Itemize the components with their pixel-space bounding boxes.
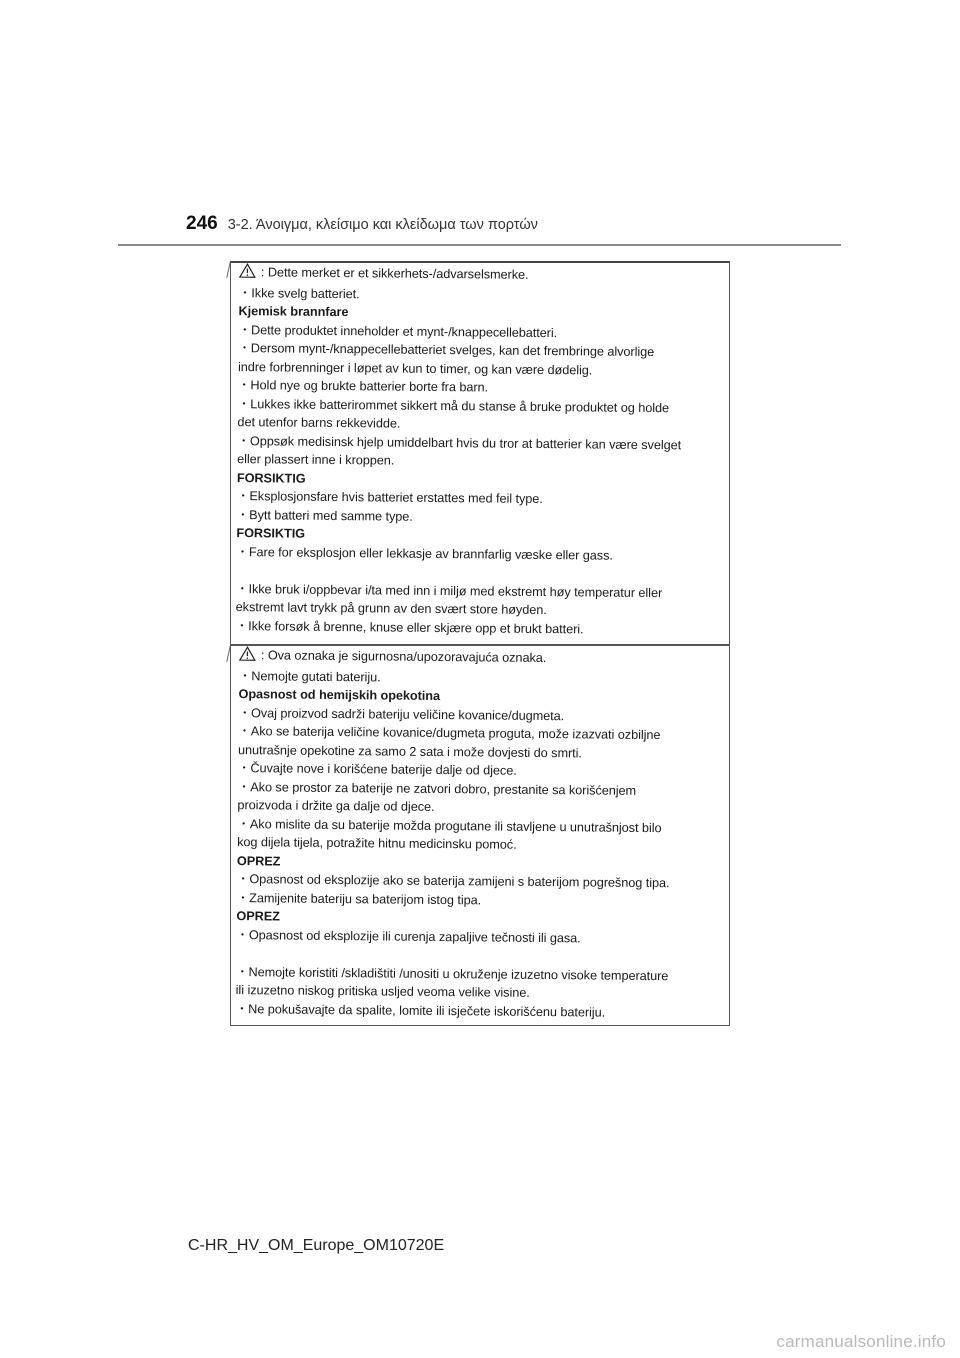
line-text: eller plassert inne i kroppen. bbox=[237, 452, 395, 468]
line-text: ・Eksplosjonsfare hvis batteriet erstattes med feil type. bbox=[236, 489, 543, 507]
line-text: ・Nemojte gutati bateriju. bbox=[238, 668, 381, 684]
line-text: ・Dersom mynt-/knappecellebatteriet svelges, kan det frembringe alvorlige bbox=[238, 341, 655, 360]
line-text: det utenfor barns rekkevidde. bbox=[237, 415, 401, 431]
line-text: ili izuzetno niskog pritiska usljed veoma velike visine. bbox=[235, 983, 530, 1000]
norwegian-warning-box bbox=[230, 261, 730, 645]
line-text: : Dette merket er et sikkerhets-/advarselsmerke. bbox=[260, 265, 529, 282]
warning-line bbox=[235, 617, 725, 640]
warning-triangle-icon bbox=[239, 263, 256, 284]
line-text: ・Ne pokušavajte da spalite, lomite ili isječete iskorišćenu bateriju. bbox=[235, 1001, 606, 1020]
section-title: 3-2. Άνοιγμα, κλείσιμο και κλείδωμα των πορτών bbox=[227, 217, 538, 233]
line-text: OPREZ bbox=[236, 853, 281, 868]
line-text: ・Ikke bruk i/oppbevar i/ta med inn i miljø med ekstremt høy temperatur eller bbox=[235, 581, 663, 600]
line-text: ・Nemojte koristiti /skladištiti /unositi u okruženje izuzetno visoke temperature bbox=[235, 964, 669, 983]
line-text: ・Čuvajte nove i korišćene baterije dalje od djece. bbox=[237, 761, 517, 778]
warning-triangle-icon bbox=[239, 646, 256, 667]
line-text: OPREZ bbox=[236, 909, 280, 924]
line-text: ekstremt lavt trykk på grunn av den svært store høyden. bbox=[235, 600, 547, 618]
line-text: ・Zamijenite bateriju sa baterijom istog tipa. bbox=[236, 890, 482, 907]
line-text: indre forbrenninger i løpet av kun to timer, og kan være dødelig. bbox=[237, 359, 593, 377]
page-number: 246 bbox=[186, 213, 218, 234]
line-text: Kjemisk brannfare bbox=[238, 304, 349, 320]
line-text: ・Ikke forsøk å brenne, knuse eller skjære opp et brukt batteri. bbox=[235, 618, 584, 636]
line-text: kog dijela tijela, potražite hitnu medicinsku pomoć. bbox=[237, 835, 517, 852]
line-text: ・Ako se baterija veličine kovanice/dugmeta proguta, može izazvati ozbiljne bbox=[238, 724, 661, 743]
bosnian-warning-box bbox=[230, 645, 730, 1026]
line-text: ・Ovaj proizvod sadrži bateriju veličine kovanice/dugmeta. bbox=[238, 705, 565, 723]
line-text: ・Dette produktet inneholder et mynt-/knappecellebatteri. bbox=[238, 322, 558, 340]
bosnian-warning-text bbox=[227, 646, 729, 1023]
line-text: ・Opasnost od eksplozije ili curenja zapaljive tečnosti ili gasa. bbox=[236, 927, 581, 945]
line-text: ・Bytt batteri med samme type. bbox=[236, 507, 413, 524]
page-header bbox=[186, 213, 538, 235]
line-text: unutrašnje opekotine za samo 2 sata i može dovjesti do smrti. bbox=[237, 742, 582, 760]
norwegian-warning-text bbox=[227, 263, 729, 640]
header-divider bbox=[118, 244, 841, 246]
line-text: ・Ikke svelg batteriet. bbox=[238, 285, 360, 301]
warning-line bbox=[235, 1000, 725, 1023]
line-text: FORSIKTIG bbox=[236, 526, 306, 541]
line-text: ・Hold nye og brukte batterier borte fra barn. bbox=[237, 378, 489, 395]
line-text: : Ova oznaka je sigurnosna/upozoravajuća oznaka. bbox=[260, 648, 547, 666]
line-text: Opasnost od hemijskih opekotina bbox=[238, 687, 441, 704]
line-text: ・Fare for eksplosjon eller lekkasje av brannfarlig væske eller gass. bbox=[236, 544, 613, 563]
line-text: ・Ako se prostor za baterije ne zatvori dobro, prestanite sa korišćenjem bbox=[237, 779, 637, 798]
line-text: ・Lukkes ikke batterirommet sikkert må du stanse å bruke produktet og holde bbox=[237, 396, 670, 415]
line-text: ・Oppsøk medisinsk hjelp umiddelbart hvis du tror at batterier kan være svelget bbox=[237, 433, 682, 452]
watermark: carmanualsonline.info bbox=[776, 1332, 946, 1351]
line-text: ・Opasnost od eksplozije ako se baterija zamijeni s baterijom pogrešnog tipa. bbox=[236, 872, 670, 891]
document-code: C-HR_HV_OM_Europe_OM10720E bbox=[188, 1237, 445, 1254]
line-text: proizvoda i držite ga dalje od djece. bbox=[237, 798, 435, 814]
line-text: ・Ako mislite da su baterije možda progutane ili stavljene u unutrašnjost bilo bbox=[237, 816, 662, 835]
line-text: FORSIKTIG bbox=[236, 470, 306, 486]
